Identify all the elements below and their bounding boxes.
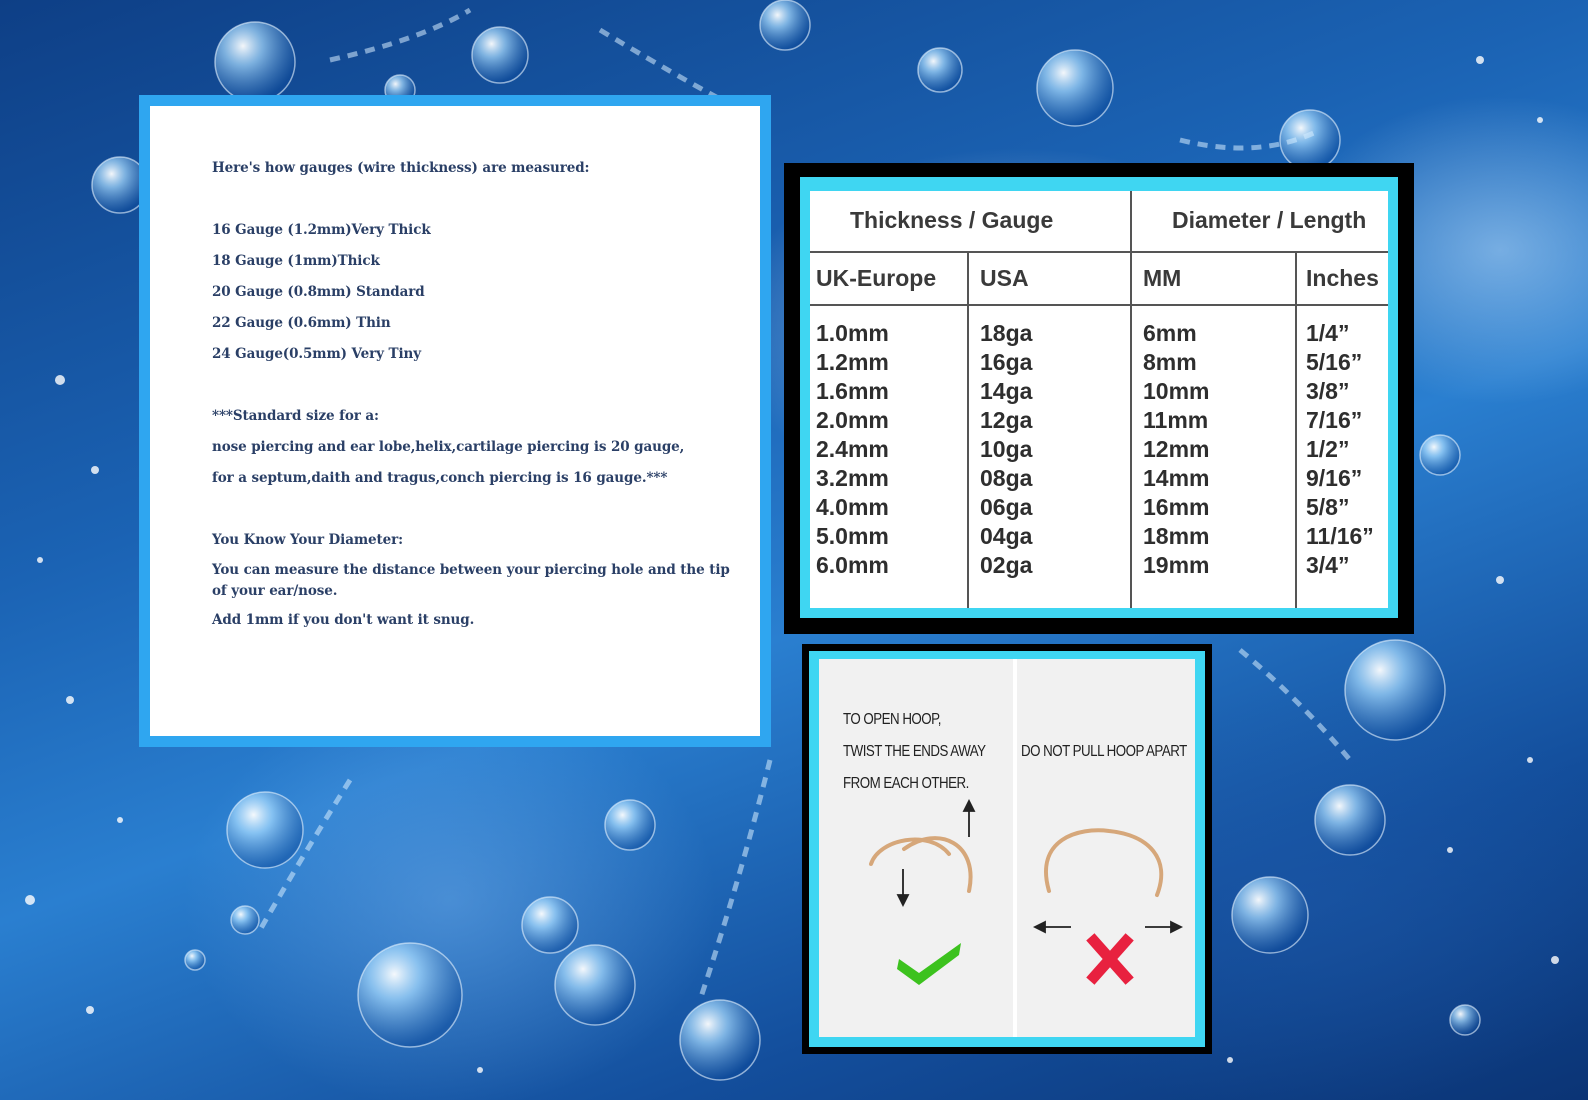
gauge-item: 18 Gauge (1mm)Thick: [212, 253, 380, 269]
mm-cell: 11mm: [1143, 407, 1209, 433]
uk-europe-cell: 5.0mm: [816, 523, 889, 549]
usa-column: [980, 319, 1032, 580]
arrow-up-icon: [964, 801, 974, 837]
table-divider: [810, 251, 1388, 253]
mm-cell: 14mm: [1143, 465, 1210, 491]
checkmark-icon: [897, 943, 961, 985]
mm-cell: 18mm: [1143, 523, 1210, 549]
pulled-hoop-icon: [1046, 830, 1161, 895]
arrow-down-icon: [898, 869, 908, 905]
table-divider: [1130, 191, 1132, 608]
thickness-gauge-header: Thickness / Gauge: [850, 207, 1054, 233]
inches-cell: 3/4”: [1306, 552, 1350, 578]
gauge-item: 20 Gauge (0.8mm) Standard: [212, 284, 425, 300]
size-chart-table: [810, 191, 1388, 608]
column-header-uk-europe: UK-Europe: [816, 265, 937, 291]
diameter-heading: You Know Your Diameter:: [212, 532, 404, 548]
uk-europe-cell: 4.0mm: [816, 494, 889, 520]
mm-cell: 6mm: [1143, 320, 1197, 346]
open-hoop-text: TO OPEN HOOP,: [843, 711, 941, 728]
uk-europe-column: [816, 319, 889, 580]
size-chart-card: [784, 163, 1414, 634]
usa-cell: 02ga: [980, 552, 1033, 578]
uk-europe-cell: 6.0mm: [816, 552, 889, 578]
column-header-inches: Inches: [1306, 265, 1379, 291]
usa-cell: 12ga: [980, 407, 1033, 433]
table-divider: [810, 304, 1388, 306]
arrow-left-icon: [1035, 922, 1071, 932]
usa-cell: 16ga: [980, 349, 1033, 375]
size-chart-frame: [800, 177, 1398, 618]
gauge-item: 24 Gauge(0.5mm) Very Tiny: [212, 346, 421, 362]
standard-size-line: for a septum,daith and tragus,conch piercing is 16 gauge.***: [212, 470, 668, 486]
snug-text: Add 1mm if you don't want it snug.: [212, 612, 475, 628]
uk-europe-cell: 2.0mm: [816, 407, 889, 433]
inches-cell: 9/16”: [1306, 465, 1363, 491]
gauge-heading: Here's how gauges (wire thickness) are measured:: [212, 160, 590, 176]
mm-cell: 10mm: [1143, 378, 1210, 404]
inches-column: [1306, 319, 1374, 580]
gauge-info-card: [139, 95, 771, 747]
usa-cell: 04ga: [980, 523, 1033, 549]
diameter-length-header: Diameter / Length: [1172, 207, 1367, 233]
uk-europe-cell: 1.6mm: [816, 378, 889, 404]
standard-size-line: nose piercing and ear lobe,helix,cartilage piercing is 20 gauge,: [212, 439, 685, 455]
do-not-pull-text: DO NOT PULL HOOP APART: [1021, 743, 1187, 760]
inches-cell: 11/16”: [1306, 523, 1374, 549]
open-hoop-text: TWIST THE ENDS AWAY: [843, 743, 986, 760]
mm-cell: 19mm: [1143, 552, 1210, 578]
uk-europe-cell: 2.4mm: [816, 436, 889, 462]
inches-cell: 5/16”: [1306, 349, 1363, 375]
usa-cell: 06ga: [980, 494, 1033, 520]
mm-column: [1143, 319, 1209, 580]
hoop-instructions-frame: [809, 651, 1205, 1047]
inches-cell: 3/8”: [1306, 378, 1350, 404]
usa-cell: 14ga: [980, 378, 1033, 404]
column-header-usa: USA: [980, 265, 1029, 291]
table-divider: [1295, 251, 1297, 608]
uk-europe-cell: 1.2mm: [816, 349, 889, 375]
standard-size-heading: ***Standard size for a:: [212, 408, 379, 424]
cross-icon: [1094, 941, 1126, 977]
mm-cell: 16mm: [1143, 494, 1210, 520]
gauge-item: 16 Gauge (1.2mm)Very Thick: [212, 222, 431, 238]
table-divider: [967, 251, 969, 608]
column-header-mm: MM: [1143, 265, 1182, 291]
usa-cell: 10ga: [980, 436, 1033, 462]
twisted-hoop-icon: [871, 838, 971, 891]
usa-cell: 08ga: [980, 465, 1033, 491]
uk-europe-cell: 3.2mm: [816, 465, 889, 491]
diameter-text: You can measure the distance between your piercing hole and the tip of your ear/nose.: [212, 562, 730, 599]
hoop-instructions-card: [802, 644, 1212, 1054]
gauge-item: 22 Gauge (0.6mm) Thin: [212, 315, 391, 331]
arrow-right-icon: [1145, 922, 1181, 932]
hoop-illustrations: [819, 659, 1195, 1037]
mm-cell: 8mm: [1143, 349, 1197, 375]
inches-cell: 1/4”: [1306, 320, 1350, 346]
open-hoop-text: FROM EACH OTHER.: [843, 775, 969, 792]
mm-cell: 12mm: [1143, 436, 1210, 462]
usa-cell: 18ga: [980, 320, 1033, 346]
uk-europe-cell: 1.0mm: [816, 320, 889, 346]
inches-cell: 1/2”: [1306, 436, 1350, 462]
inches-cell: 7/16”: [1306, 407, 1363, 433]
hoop-instructions-content: [819, 659, 1195, 1037]
inches-cell: 5/8”: [1306, 494, 1350, 520]
